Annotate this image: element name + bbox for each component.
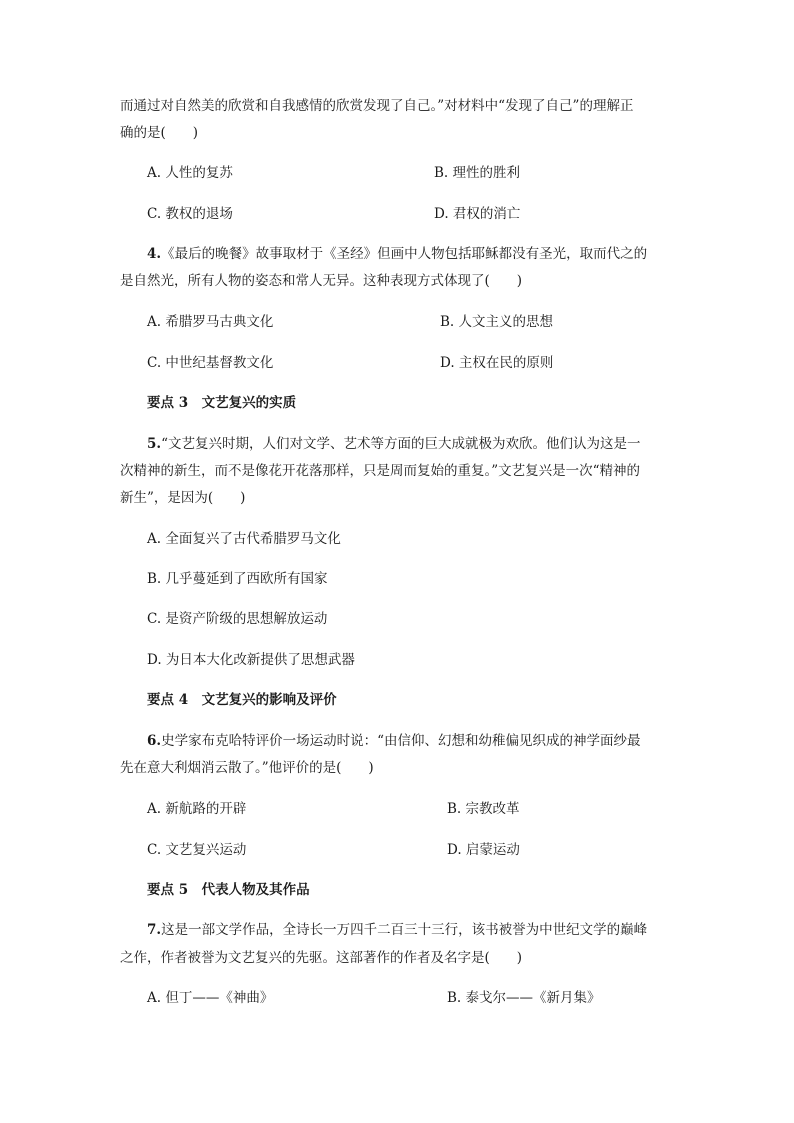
q4-stem-line2: 是自然光，所有人物的姿态和常人无异。这种表现方式体现了( )	[120, 273, 523, 289]
q4-option-b[interactable]: B. 人文主义的思想	[440, 314, 554, 330]
q3-option-b[interactable]: B. 理性的胜利	[434, 165, 521, 181]
q5-stem-line2: 次精神的新生，而不是像花开花落那样，只是周而复始的重复。”文艺复兴是一次“精神的	[120, 463, 641, 479]
q6-number: 6.	[147, 733, 162, 749]
q5-stem-line1	[147, 434, 641, 454]
q7-stem-text: 这是一部文学作品，全诗长一万四千二百三十三行，该书被誉为中世纪文学的巅峰	[161, 922, 648, 938]
q5-stem-line3: 新生”，是因为( )	[120, 490, 246, 506]
q3-option-c[interactable]: C. 教权的退场	[147, 206, 233, 222]
q5-option-d[interactable]: D. 为日本大化改新提供了思想武器	[147, 652, 355, 668]
q6-option-c[interactable]: C. 文艺复兴运动	[147, 842, 247, 858]
q4-stem-line1	[147, 244, 647, 264]
section-heading-5: 要点 5 代表人物及其作品	[147, 882, 310, 898]
q5-stem-text: “文艺复兴时期，人们对文学、艺术等方面的巨大成就极为欢欣。他们认为这是一	[161, 436, 641, 452]
q7-stem-line2: 之作，作者被誉为文艺复兴的先驱。这部著作的作者及名字是( )	[120, 950, 523, 966]
q4-option-a[interactable]: A. 希腊罗马古典文化	[147, 314, 274, 330]
q4-option-d[interactable]: D. 主权在民的原则	[440, 355, 554, 371]
q7-number: 7.	[147, 922, 162, 938]
q6-stem-line2: 先在意大利烟消云散了。”他评价的是( )	[120, 760, 374, 776]
q7-option-a[interactable]: A. 但丁——《神曲》	[147, 990, 274, 1006]
q4-stem-text: 《最后的晚餐》故事取材于《圣经》但画中人物包括耶稣都没有圣光，取而代之的	[161, 246, 648, 262]
q3-stem-line2: 确的是( )	[120, 125, 199, 141]
section-heading-4: 要点 4 文艺复兴的影响及评价	[147, 692, 337, 708]
q7-option-b[interactable]: B. 泰戈尔——《新月集》	[447, 990, 601, 1006]
q5-number: 5.	[147, 436, 162, 452]
q5-option-a[interactable]: A. 全面复兴了古代希腊罗马文化	[147, 531, 341, 547]
q6-option-d[interactable]: D. 启蒙运动	[447, 842, 520, 858]
q3-option-d[interactable]: D. 君权的消亡	[434, 206, 521, 222]
q7-stem-line1	[147, 920, 647, 940]
q5-option-c[interactable]: C. 是资产阶级的思想解放运动	[147, 611, 328, 627]
q5-option-b[interactable]: B. 几乎蔓延到了西欧所有国家	[147, 571, 328, 587]
q6-option-a[interactable]: A. 新航路的开辟	[147, 801, 247, 817]
q6-option-b[interactable]: B. 宗教改革	[447, 801, 520, 817]
q4-option-c[interactable]: C. 中世纪基督教文化	[147, 355, 274, 371]
q4-number: 4.	[147, 246, 162, 262]
q6-stem-text: 史学家布克哈特评价一场运动时说：“由信仰、幻想和幼稚偏见织成的神学面纱最	[161, 733, 641, 749]
q3-option-a[interactable]: A. 人性的复苏	[147, 165, 233, 181]
q6-stem-line1	[147, 731, 641, 751]
q3-stem-line1: 而通过对自然美的欣赏和自我感情的欣赏发现了自己。”对材料中“发现了自己”的理解正	[120, 98, 634, 114]
section-heading-3: 要点 3 文艺复兴的实质	[147, 395, 297, 411]
